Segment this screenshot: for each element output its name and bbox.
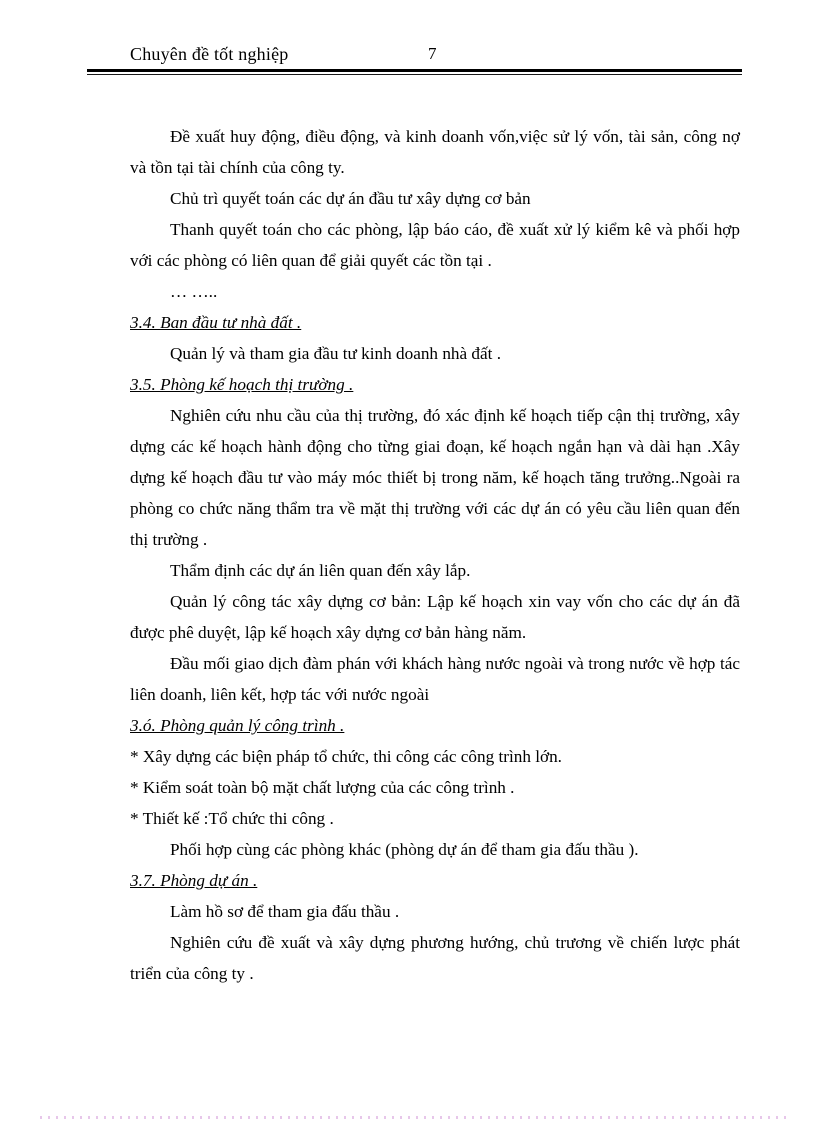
- paragraph: Làm hồ sơ để tham gia đấu thầu .: [170, 902, 400, 921]
- paragraph: Thanh quyết toán cho các phòng, lập báo cáo, đề xuất xử lý kiểm kê và phối hợp với các phòng có liên quan để giải quyết các tồn tại .: [130, 220, 740, 270]
- bullet-paragraph: * Thiết kế :Tổ chức thi công .: [130, 809, 334, 828]
- bullet-paragraph: * Kiểm soát toàn bộ mặt chất lượng của các công trình .: [130, 778, 515, 797]
- paragraph: Đề xuất huy động, điều động, và kinh doanh vốn,việc sử lý vốn, tài sản, công nợ và tồn tại tài chính của công ty.: [130, 127, 740, 177]
- bullet-paragraph: * Xây dựng các biện pháp tổ chức, thi công các công trình lớn.: [130, 747, 562, 766]
- paragraph: Nghiên cứu nhu cầu của thị trường, đó xác định kế hoạch tiếp cận thị trường, xây dựng các kế hoạch hành động cho từng giai đoạn, kế hoạch ngắn hạn và dài hạn .Xây dựng kế hoạch đầu tư vào máy móc thiết bị trong năm, kế hoạch tăng trưởng..Ngoài ra phòng co chức năng thẩm tra về mặt thị trường với các dự án có yêu cầu liên quan đến thị trường .: [130, 406, 740, 549]
- document-body: [130, 121, 740, 989]
- header-rule-divider: [87, 69, 742, 75]
- paragraph: Đầu mối giao dịch đàm phán với khách hàng nước ngoài và trong nước về hợp tác liên doanh, liên kết, hợp tác với nước ngoài: [130, 654, 740, 704]
- section-heading-3-7: 3.7. Phòng dự án .: [130, 871, 258, 890]
- paragraph: Quản lý công tác xây dựng cơ bản: Lập kế hoạch xin vay vốn cho các dự án đã được phê duyệt, lập kế hoạch xây dựng cơ bản hàng năm.: [130, 592, 740, 642]
- section-heading-3-4: 3.4. Ban đầu tư nhà đất .: [130, 313, 302, 332]
- ellipsis-paragraph: … …..: [170, 282, 218, 301]
- paragraph: Nghiên cứu đề xuất và xây dựng phương hướng, chủ trương về chiến lược phát triển của công ty .: [130, 933, 740, 983]
- footer-dotted-divider: [40, 1116, 788, 1119]
- page-number: 7: [428, 44, 437, 63]
- paragraph: Phối hợp cùng các phòng khác (phòng dự án để tham gia đấu thầu ).: [170, 840, 639, 859]
- paragraph: Quản lý và tham gia đầu tư kinh doanh nhà đất .: [170, 344, 502, 363]
- section-heading-3-6: 3.ó. Phòng quản lý công trình .: [130, 716, 345, 735]
- paragraph: Chủ trì quyết toán các dự án đầu tư xây dựng cơ bản: [170, 189, 531, 208]
- header-title: Chuyên đề tốt nghiệp: [130, 44, 289, 64]
- section-heading-3-5: 3.5. Phòng kế hoạch thị trường .: [130, 375, 354, 394]
- paragraph: Thẩm định các dự án liên quan đến xây lắp.: [170, 561, 471, 580]
